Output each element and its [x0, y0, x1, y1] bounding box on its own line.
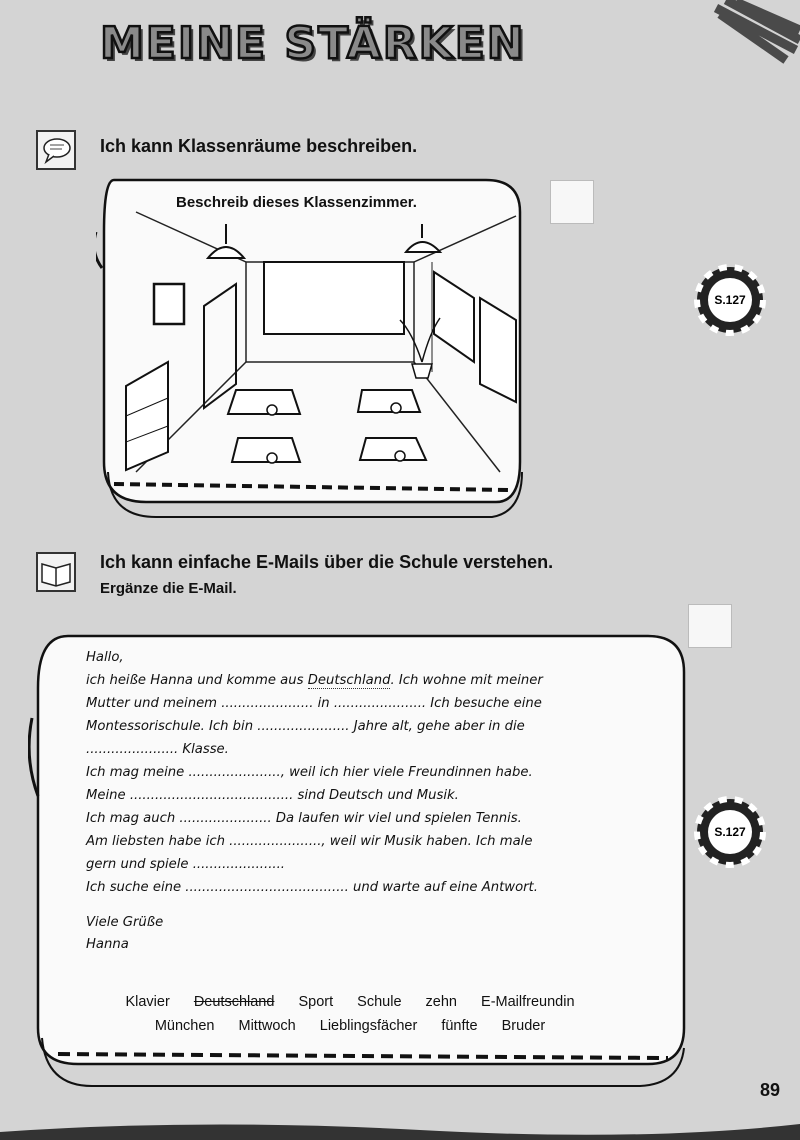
email-text: Da laufen wir viel und spielen Tennis. — [271, 811, 522, 826]
classroom-instruction: Beschreib dieses Klassenzimmer. — [176, 194, 417, 211]
email-text: Ich suche eine — [86, 880, 186, 895]
email-text: in — [313, 696, 334, 711]
word-bank-item-used[interactable]: Deutschland — [193, 994, 275, 1010]
section-heading-classroom: Ich kann Klassenräume beschreiben. — [100, 136, 418, 156]
email-text: und warte auf eine Antwort. — [348, 880, 538, 895]
word-bank-item[interactable]: zehn — [425, 994, 457, 1010]
email-closing-block — [86, 912, 163, 956]
blank-9[interactable]: ...................... — [192, 857, 285, 872]
classroom-illustration — [96, 172, 526, 524]
section-heading-email: Ich kann einfache E-Mails über die Schule verstehen. — [100, 552, 554, 572]
blank-6[interactable]: ....................................... — [129, 788, 294, 803]
email-text: Klasse. — [178, 742, 229, 757]
word-bank-item[interactable]: Schule — [357, 994, 402, 1010]
blank-4[interactable]: ...................... — [86, 742, 179, 757]
corner-scribble-decoration — [706, 0, 800, 70]
bottom-scribble-decoration — [0, 1112, 800, 1140]
email-text: . Ich wohne mit meiner — [390, 673, 543, 688]
blank-1[interactable]: ...................... — [221, 696, 314, 711]
blank-7[interactable]: ...................... — [179, 811, 272, 826]
email-text: Montessorischule. Ich bin — [86, 719, 258, 734]
word-bank-item[interactable]: Bruder — [501, 1018, 546, 1034]
blank-8[interactable]: ...................... — [229, 834, 322, 849]
word-bank-row-1 — [60, 990, 640, 1014]
blank-5[interactable]: ...................... — [188, 765, 281, 780]
email-text: Jahre alt, gehe aber in die — [349, 719, 525, 734]
email-text: ich heiße Hanna und komme aus — [86, 673, 308, 688]
page-title: MEINE STÄRKEN — [100, 18, 526, 69]
word-bank-item[interactable]: Sport — [298, 994, 334, 1010]
page-reference-label-1: S.127 — [714, 293, 746, 307]
email-greeting: Hallo, — [86, 650, 124, 665]
page-reference-label-2: S.127 — [714, 825, 746, 839]
email-text: , weil ich hier viele Freundinnen habe. — [280, 765, 533, 780]
page-number: 89 — [759, 1080, 780, 1100]
word-bank-row-2 — [60, 1014, 640, 1038]
blank-10[interactable]: ....................................... — [185, 880, 349, 895]
word-bank-item[interactable]: fünfte — [441, 1018, 478, 1034]
email-closing: Viele Grüße — [86, 915, 164, 930]
open-book-icon — [36, 552, 76, 592]
email-text: Am liebsten habe ich — [86, 834, 230, 849]
email-text: Mutter und meinem — [86, 696, 222, 711]
email-body — [86, 646, 666, 899]
email-text: , weil wir Musik haben. Ich male — [321, 834, 533, 849]
self-assessment-checkbox-1[interactable] — [550, 180, 594, 224]
email-text: Ich mag meine — [86, 765, 189, 780]
word-bank — [60, 990, 640, 1038]
speech-bubble-icon — [36, 130, 76, 170]
word-bank-item[interactable]: Klavier — [125, 994, 170, 1010]
word-bank-item[interactable]: Lieblingsfächer — [319, 1018, 418, 1034]
word-bank-item[interactable]: München — [154, 1018, 215, 1034]
email-instruction: Ergänze die E-Mail. — [100, 580, 237, 597]
word-bank-item[interactable]: E-Mailfreundin — [481, 994, 575, 1010]
blank-2[interactable]: ...................... — [333, 696, 427, 711]
word-bank-item[interactable]: Mittwoch — [238, 1018, 296, 1034]
filled-answer: Deutschland — [307, 673, 391, 688]
blank-3[interactable]: ...................... — [257, 719, 350, 734]
email-text: Ich mag auch — [86, 811, 180, 826]
email-text: gern und spiele — [86, 857, 193, 872]
email-text: sind Deutsch und Musik. — [293, 788, 459, 803]
email-text: Ich besuche eine — [426, 696, 542, 711]
email-text: Meine — [86, 788, 130, 803]
email-signature: Hanna — [86, 937, 129, 952]
